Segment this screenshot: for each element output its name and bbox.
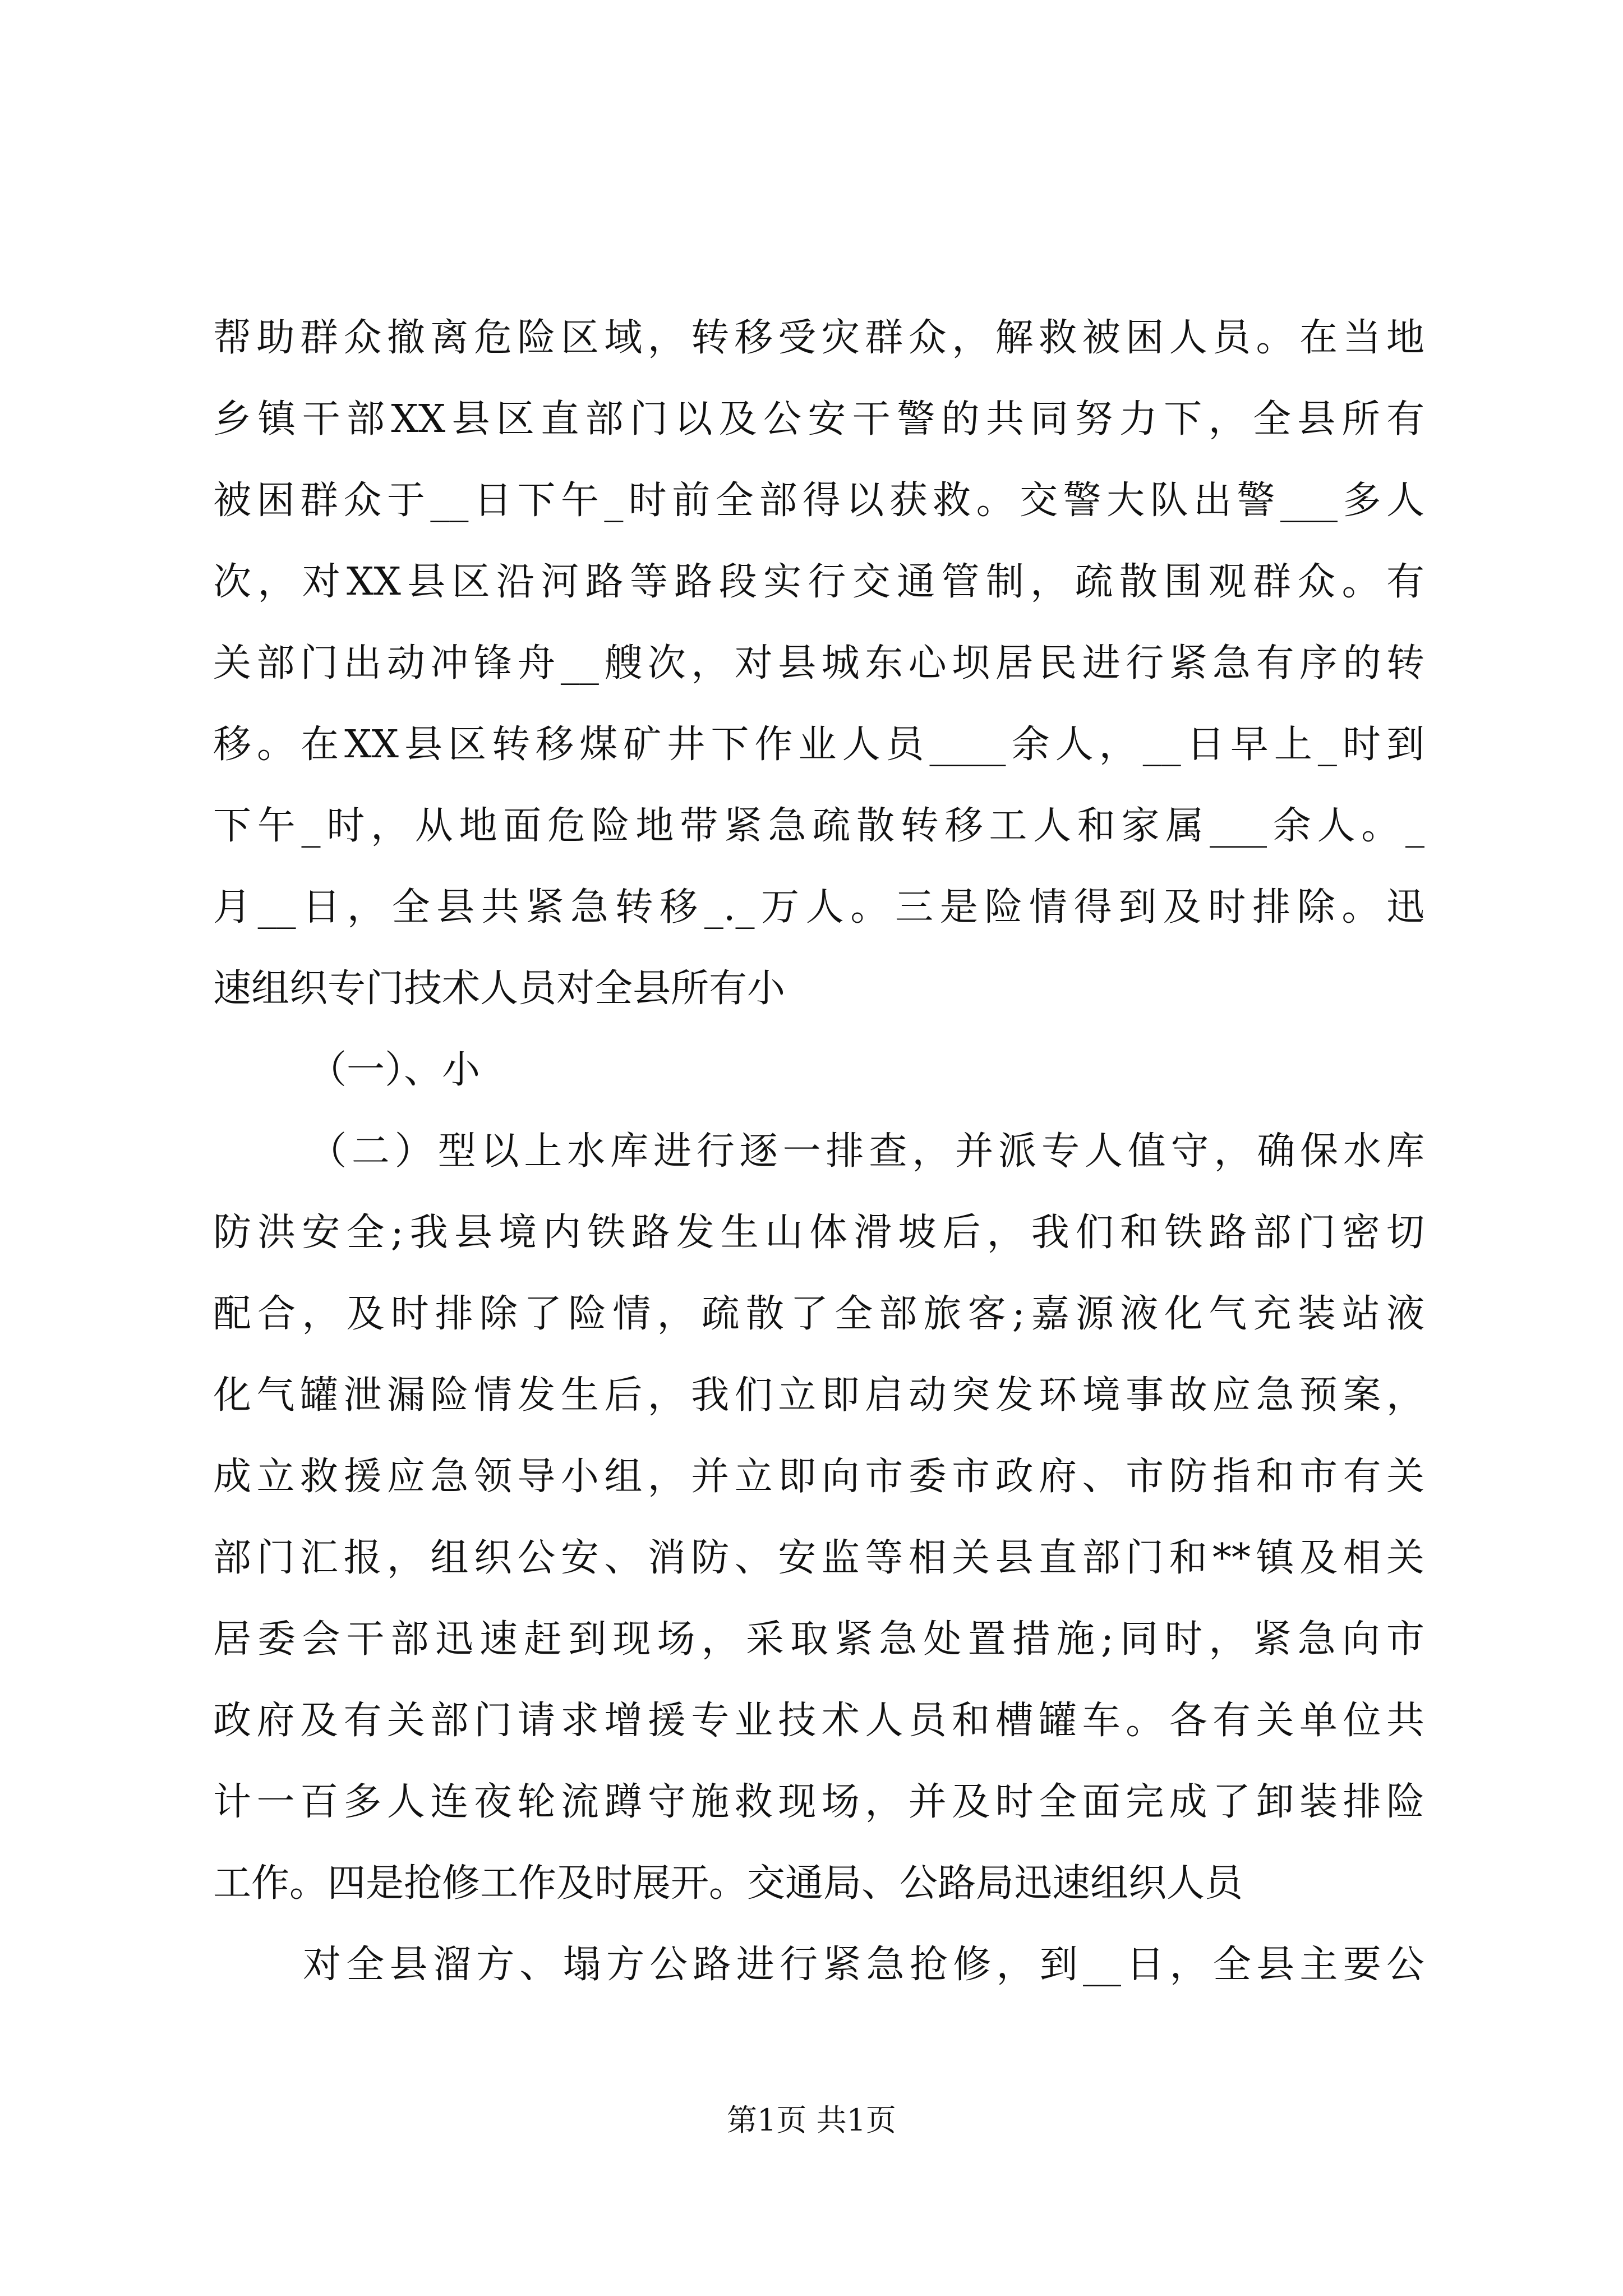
paragraph-line: 成立救援应急领导小组，并立即向市委市政府、市防指和市有关 — [213, 1455, 1424, 1499]
paragraph-line: 配合，及时排除了险情，疏散了全部旅客;嘉源液化气充装站液 — [213, 1292, 1424, 1336]
paragraph-line: 防洪安全;我县境内铁路发生山体滑坡后，我们和铁路部门密切 — [213, 1211, 1424, 1255]
paragraph-line: 帮助群众撤离危险区域，转移受灾群众，解救被困人员。在当地 — [213, 316, 1424, 360]
document-body — [213, 297, 1424, 2005]
paragraph-line: 计一百多人连夜轮流蹲守施救现场，并及时全面完成了卸装排险 — [213, 1780, 1424, 1824]
paragraph-line: 政府及有关部门请求增援专业技术人员和槽罐车。各有关单位共 — [213, 1699, 1424, 1743]
paragraph-line: 部门汇报，组织公安、消防、安监等相关县直部门和**镇及相关 — [213, 1536, 1424, 1580]
paragraph-line: 次，对XX县区沿河路等路段实行交通管制，疏散围观群众。有 — [213, 560, 1424, 604]
list-heading-line: （一）、小 — [308, 1048, 481, 1092]
paragraph-line: 化气罐泄漏险情发生后，我们立即启动突发环境事故应急预案， — [213, 1373, 1424, 1418]
paragraph-line: 关部门出动冲锋舟__艘次，对县城东心坝居民进行紧急有序的转 — [213, 641, 1424, 685]
page-number-footer: 第1页 共1页 — [727, 2102, 896, 2138]
paragraph-line: 下午_时，从地面危险地带紧急疏散转移工人和家属___余人。_ — [213, 804, 1424, 848]
paragraph-line: 对全县溜方、塌方公路进行紧急抢修，到__日，全县主要公 — [303, 1943, 1424, 1987]
paragraph-line: 移。在XX县区转移煤矿井下作业人员____余人，__日早上_时到 — [213, 723, 1424, 767]
paragraph-line: 速组织专门技术人员对全县所有小 — [213, 967, 786, 1011]
paragraph-line: 乡镇干部XX县区直部门以及公安干警的共同努力下，全县所有 — [213, 397, 1424, 441]
paragraph-line: 工作。四是抢修工作及时展开。交通局、公路局迅速组织人员 — [213, 1861, 1243, 1906]
paragraph-line: （二）型以上水库进行逐一排查，并派专人值守，确保水库 — [308, 1129, 1424, 1174]
paragraph-line: 居委会干部迅速赶到现场，采取紧急处置措施;同时，紧急向市 — [213, 1617, 1424, 1662]
paragraph-line: 被困群众于__日下午_时前全部得以获救。交警大队出警___多人 — [213, 478, 1424, 523]
paragraph-line: 月__日，全县共紧急转移_._万人。三是险情得到及时排除。迅 — [213, 885, 1424, 930]
